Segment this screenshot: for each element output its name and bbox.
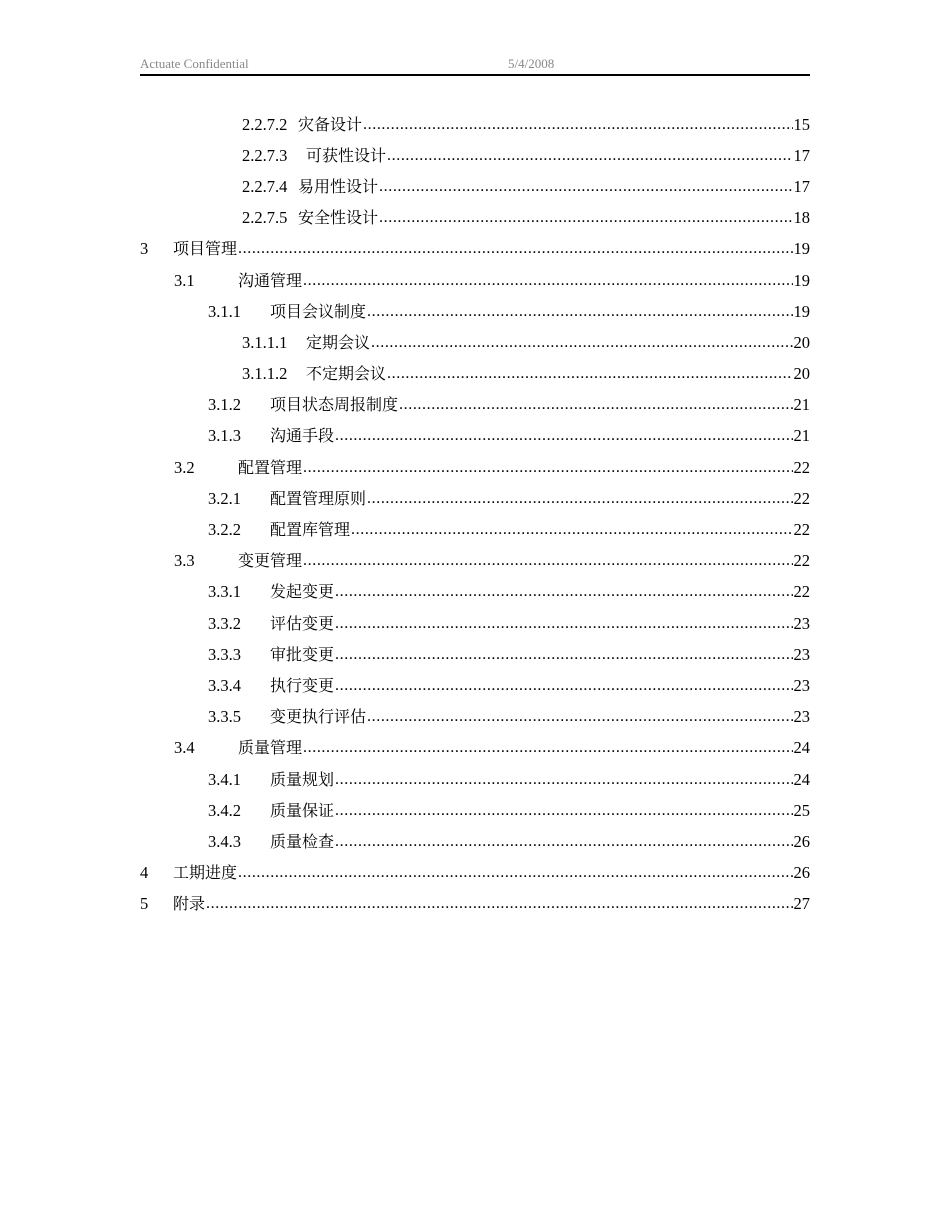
toc-entry-page-number: 23 xyxy=(793,675,810,695)
toc-entry-number: 3.3 xyxy=(174,551,195,571)
toc-entry-page-number: 23 xyxy=(793,707,810,727)
toc-entry-number: 3.3.1 xyxy=(208,582,241,602)
toc-entry-number: 3.4 xyxy=(174,738,195,758)
toc-entry[interactable] xyxy=(140,390,810,421)
toc-entry-title: 评估变更 xyxy=(270,613,335,633)
toc-entry-number: 3.1 xyxy=(174,270,195,290)
toc-entry-page-number: 22 xyxy=(793,582,810,602)
toc-entry-page-number: 19 xyxy=(793,301,810,321)
toc-entry[interactable] xyxy=(140,546,810,577)
toc-entry[interactable] xyxy=(140,171,810,202)
toc-dot-leader xyxy=(363,115,792,135)
toc-entry-title: 易用性设计 xyxy=(298,176,379,196)
toc-entry-page-number: 22 xyxy=(793,457,810,477)
toc-entry-number: 3 xyxy=(140,239,149,259)
toc-entry-title: 质量保证 xyxy=(270,800,335,820)
toc-entry-number: 3.2 xyxy=(174,457,195,477)
toc-entry[interactable] xyxy=(140,733,810,764)
toc-dot-leader xyxy=(335,801,792,821)
toc-dot-leader xyxy=(335,426,792,446)
toc-entry-page-number: 22 xyxy=(793,551,810,571)
toc-entry-title: 工期进度 xyxy=(173,863,238,883)
toc-entry-title: 审批变更 xyxy=(270,644,335,664)
toc-entry-title: 质量检查 xyxy=(270,831,335,851)
toc-entry-page-number: 21 xyxy=(793,426,810,446)
toc-entry-number: 3.1.1 xyxy=(208,301,241,321)
toc-dot-leader xyxy=(379,208,792,228)
toc-entry-number: 3.1.3 xyxy=(208,426,241,446)
toc-dot-leader xyxy=(335,676,792,696)
toc-dot-leader xyxy=(367,707,792,727)
toc-entry-title: 附录 xyxy=(173,894,206,914)
toc-entry-number: 2.2.7.4 xyxy=(242,176,288,196)
toc-entry[interactable] xyxy=(140,577,810,608)
toc-entry[interactable] xyxy=(140,140,810,171)
toc-dot-leader xyxy=(399,395,792,415)
toc-entry[interactable] xyxy=(140,639,810,670)
toc-entry-title: 可获性设计 xyxy=(306,145,387,165)
toc-entry-title: 项目管理 xyxy=(173,239,238,259)
toc-entry[interactable] xyxy=(140,234,810,265)
toc-entry-number: 3.3.4 xyxy=(208,675,241,695)
toc-entry-number: 3.4.1 xyxy=(208,769,241,789)
toc-entry[interactable] xyxy=(140,203,810,234)
toc-entry-number: 2.2.7.2 xyxy=(242,114,288,134)
toc-entry[interactable] xyxy=(140,514,810,545)
toc-dot-leader xyxy=(387,364,792,384)
toc-entry[interactable] xyxy=(140,327,810,358)
toc-dot-leader xyxy=(335,645,792,665)
toc-entry-title: 项目会议制度 xyxy=(270,301,367,321)
toc-entry-number: 5 xyxy=(140,894,149,914)
toc-entry-title: 沟通管理 xyxy=(238,270,303,290)
toc-entry-number: 2.2.7.5 xyxy=(242,208,288,228)
toc-entry-number: 2.2.7.3 xyxy=(242,145,288,165)
toc-dot-leader xyxy=(367,302,792,322)
toc-dot-leader xyxy=(238,863,792,883)
toc-entry-title: 项目状态周报制度 xyxy=(270,395,399,415)
toc-dot-leader xyxy=(387,146,792,166)
toc-dot-leader xyxy=(379,177,792,197)
toc-entry-title: 定期会议 xyxy=(306,332,371,352)
toc-entry-title: 配置库管理 xyxy=(270,520,351,540)
toc-dot-leader xyxy=(206,894,792,914)
toc-entry-title: 执行变更 xyxy=(270,675,335,695)
toc-entry-title: 安全性设计 xyxy=(298,208,379,228)
toc-entry[interactable] xyxy=(140,296,810,327)
toc-entry-title: 不定期会议 xyxy=(306,364,387,384)
table-of-contents xyxy=(140,109,810,920)
toc-entry[interactable] xyxy=(140,265,810,296)
toc-dot-leader xyxy=(303,551,792,571)
toc-entry[interactable] xyxy=(140,608,810,639)
toc-entry-page-number: 22 xyxy=(793,520,810,540)
toc-entry-title: 变更管理 xyxy=(238,551,303,571)
toc-entry-page-number: 21 xyxy=(793,395,810,415)
toc-entry-page-number: 26 xyxy=(793,831,810,851)
toc-entry-page-number: 18 xyxy=(793,208,810,228)
toc-entry[interactable] xyxy=(140,826,810,857)
toc-entry-number: 4 xyxy=(140,863,149,883)
toc-entry-title: 质量规划 xyxy=(270,769,335,789)
toc-entry-number: 3.3.5 xyxy=(208,707,241,727)
toc-entry-number: 3.1.1.1 xyxy=(242,332,288,352)
toc-entry-number: 3.2.2 xyxy=(208,520,241,540)
toc-dot-leader xyxy=(303,458,792,478)
toc-entry-page-number: 23 xyxy=(793,613,810,633)
toc-dot-leader xyxy=(335,614,792,634)
toc-entry-page-number: 19 xyxy=(793,239,810,259)
toc-entry-page-number: 24 xyxy=(793,738,810,758)
toc-entry-title: 沟通手段 xyxy=(270,426,335,446)
toc-entry[interactable] xyxy=(140,452,810,483)
toc-entry-page-number: 20 xyxy=(793,332,810,352)
toc-entry[interactable] xyxy=(140,764,810,795)
toc-entry-page-number: 17 xyxy=(793,176,810,196)
toc-entry[interactable] xyxy=(140,421,810,452)
toc-entry-page-number: 23 xyxy=(793,644,810,664)
toc-entry-title: 灾备设计 xyxy=(298,114,363,134)
page-header xyxy=(140,56,810,76)
toc-dot-leader xyxy=(335,770,792,790)
toc-dot-leader xyxy=(335,582,792,602)
toc-dot-leader xyxy=(303,738,792,758)
toc-entry[interactable] xyxy=(140,109,810,140)
toc-entry[interactable] xyxy=(140,670,810,701)
toc-entry-page-number: 26 xyxy=(793,863,810,883)
toc-entry-page-number: 22 xyxy=(793,488,810,508)
toc-entry-page-number: 20 xyxy=(793,364,810,384)
toc-entry[interactable] xyxy=(140,359,810,390)
toc-entry-number: 3.4.3 xyxy=(208,831,241,851)
header-date: 5/4/2008 xyxy=(508,56,555,71)
toc-entry-number: 3.1.1.2 xyxy=(242,364,288,384)
toc-entry-page-number: 15 xyxy=(793,114,810,134)
toc-entry-page-number: 19 xyxy=(793,270,810,290)
toc-entry-number: 3.3.2 xyxy=(208,613,241,633)
toc-entry-title: 质量管理 xyxy=(238,738,303,758)
toc-dot-leader xyxy=(335,832,792,852)
toc-entry[interactable] xyxy=(140,702,810,733)
toc-entry[interactable] xyxy=(140,795,810,826)
toc-dot-leader xyxy=(367,489,792,509)
toc-entry-number: 3.2.1 xyxy=(208,488,241,508)
header-confidential-label: Actuate Confidential xyxy=(140,56,249,71)
toc-dot-leader xyxy=(351,520,792,540)
toc-entry-title: 发起变更 xyxy=(270,582,335,602)
toc-entry-page-number: 27 xyxy=(793,894,810,914)
toc-entry-page-number: 24 xyxy=(793,769,810,789)
toc-entry-number: 3.4.2 xyxy=(208,800,241,820)
toc-entry-number: 3.3.3 xyxy=(208,644,241,664)
toc-entry-title: 配置管理原则 xyxy=(270,488,367,508)
toc-dot-leader xyxy=(303,271,792,291)
toc-dot-leader xyxy=(238,239,792,259)
toc-entry-title: 配置管理 xyxy=(238,457,303,477)
toc-entry-page-number: 25 xyxy=(793,800,810,820)
toc-dot-leader xyxy=(371,333,792,353)
toc-entry-page-number: 17 xyxy=(793,145,810,165)
toc-entry[interactable] xyxy=(140,483,810,514)
toc-entry[interactable] xyxy=(140,858,810,889)
toc-entry-number: 3.1.2 xyxy=(208,395,241,415)
toc-entry[interactable] xyxy=(140,889,810,920)
toc-entry-title: 变更执行评估 xyxy=(270,707,367,727)
